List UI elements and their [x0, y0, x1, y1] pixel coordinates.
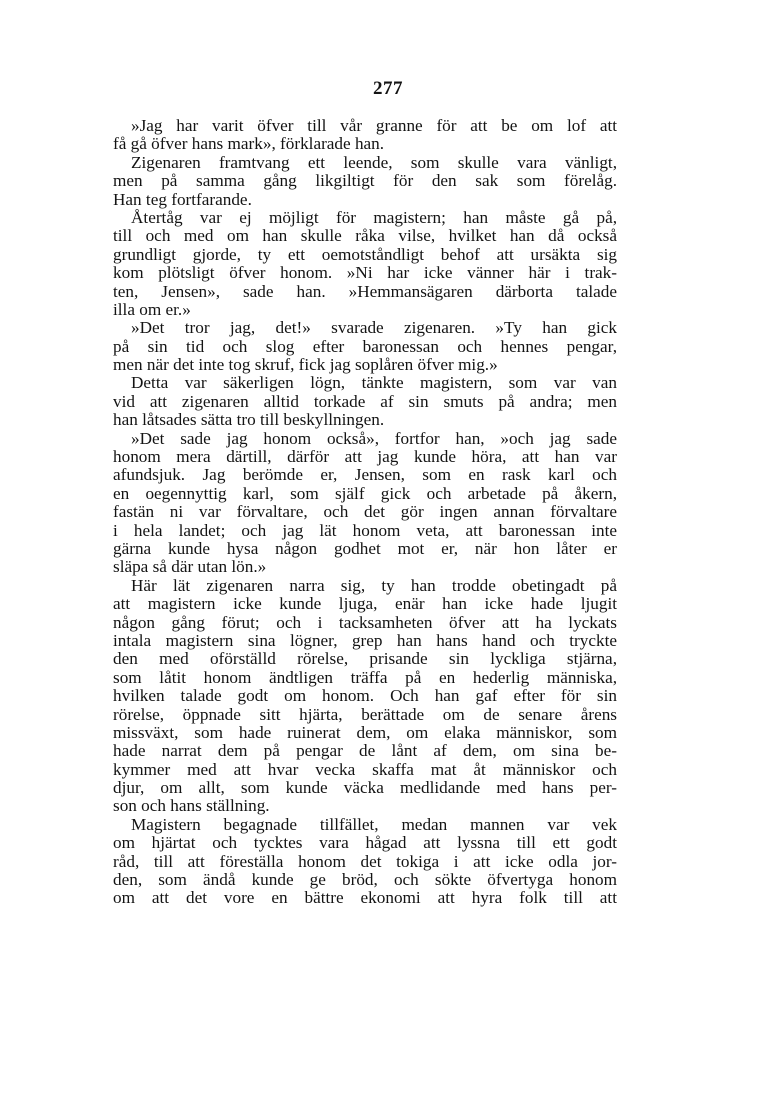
text-line: Återtåg var ej möjligt för magistern; han måste gå på, [131, 207, 617, 227]
text-line: om att det vore en bättre ekonomi att hyra folk till att [113, 888, 617, 908]
text-line: men på samma gång likgiltigt för den sak som förelåg. [113, 171, 617, 191]
text-line: Magistern begagnade tillfället, medan mannen var vek [131, 814, 617, 834]
text-line: Här lät zigenaren narra sig, ty han trodde obetingadt på [131, 575, 617, 595]
text-line: hvilken talade godt om honom. Och han gaf efter för sin [113, 686, 617, 706]
text-line: den med oförställd rörelse, prisande sin lyckliga stjärna, [113, 649, 617, 669]
text-line: om hjärtat och tycktes vara hågad att lyssna till ett godt [113, 833, 617, 853]
text-line: på sin tid och slog efter baronessan och hennes pengar, [113, 336, 617, 356]
text-line: fastän ni var förvaltare, och det gör ingen annan förvaltare [113, 502, 617, 522]
text-line: »Det sade jag honom också», fortfor han, »och jag sade [131, 428, 617, 448]
text-line: kom plötsligt öfver honom. »Ni har icke vänner här i trak- [113, 263, 617, 283]
text-line: att magistern icke kunde ljuga, enär han icke hade ljugit [113, 594, 617, 614]
text-line: hade narrat dem på pengar de lånt af dem, om sina be- [113, 741, 617, 761]
text-line: son och hans ställning. [113, 796, 270, 816]
text-line: råd, till att föreställa honom det tokiga i att icke odla jor- [113, 851, 617, 871]
text-line: illa om er.» [113, 299, 191, 319]
text-line: släpa så där utan lön.» [113, 557, 267, 577]
text-line: till och med om han skulle råka vilse, hvilket han då också [113, 226, 617, 246]
text-line: vid att zigenaren alltid torkade af sin smuts på andra; men [113, 391, 617, 411]
text-line: »Det tror jag, det!» svarade zigenaren. »Ty han gick [131, 318, 617, 338]
text-line: intala magistern sina lögner, grep han hans hand och tryckte [113, 630, 617, 650]
text-line: gärna kunde hysa någon godhet mot er, när hon låter er [113, 538, 617, 558]
text-line: djur, om allt, som kunde väcka medlidande med hans per- [113, 778, 617, 798]
text-line: missväxt, som hade ruinerat dem, om elaka människor, som [113, 722, 617, 742]
text-line: någon gång förut; och i tacksamheten öfver att ha lyckats [113, 612, 617, 632]
text-line: rörelse, öppnade sitt hjärta, berättade om de senare årens [113, 704, 617, 724]
text-line: den, som ändå kunde ge bröd, och sökte öfvertyga honom [113, 870, 617, 890]
text-line: en oegennyttig karl, som själf gick och arbetade på åkern, [113, 483, 617, 503]
text-line: som låtit honom ändtligen träffa på en hederlig människa, [113, 667, 617, 687]
text-line: honom mera därtill, därför att jag kunde höra, att han var [113, 447, 617, 467]
body-text [113, 117, 617, 908]
text-line: ten, Jensen», sade han. »Hemmansägaren därborta talade [113, 281, 617, 301]
text-line: Han teg fortfarande. [113, 189, 252, 209]
text-line: men när det inte tog skruf, fick jag soplåren öfver mig.» [113, 355, 498, 375]
text-line: han låtsades sätta tro till beskyllningen. [113, 410, 385, 430]
text-line: kymmer med att hvar vecka skaffa mat åt människor och [113, 759, 617, 779]
text-line: afundsjuk. Jag berömde er, Jensen, som en rask karl och [113, 465, 617, 485]
text-line: grundligt gjorde, ty ett oemotståndligt behof att ursäkta sig [113, 244, 617, 264]
text-line: Zigenaren framtvang ett leende, som skulle vara vänligt, [131, 152, 617, 172]
text-line: Detta var säkerligen lögn, tänkte magistern, som var van [131, 373, 617, 393]
text-line: i hela landet; och jag lät honom veta, att baronessan inte [113, 520, 617, 540]
text-line: »Jag har varit öfver till vår granne för att be om lof att [131, 116, 617, 135]
text-line: få gå öfver hans mark», förklarade han. [113, 134, 385, 154]
page-number: 277 [373, 78, 403, 99]
